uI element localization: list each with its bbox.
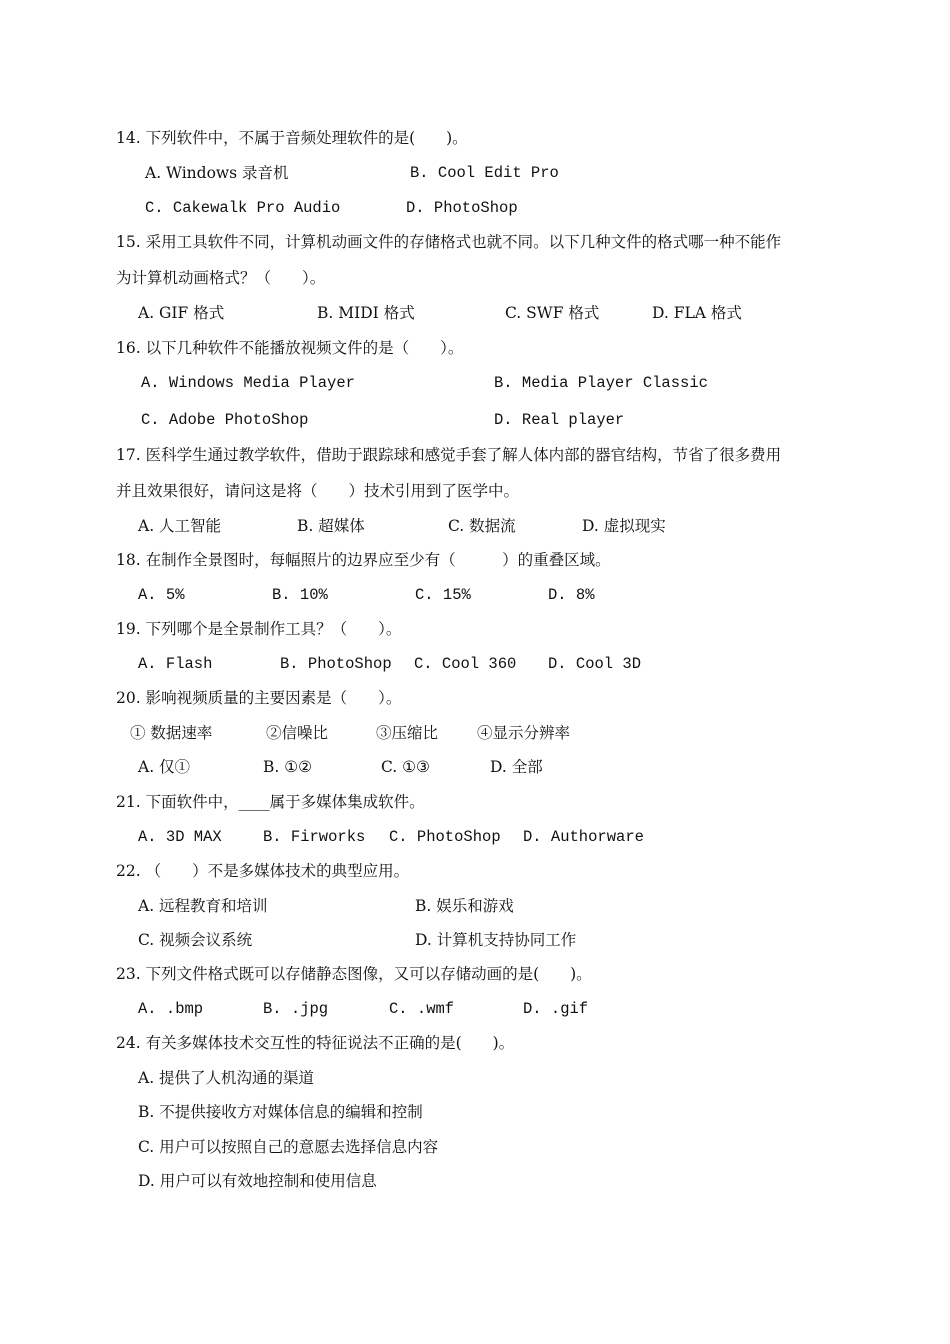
q22-stem: 22. （ ）不是多媒体技术的典型应用。 [116, 862, 410, 880]
q15-stem-line1: 15. 采用工具软件不同，计算机动画文件的存储格式也就不同。以下几种文件的格式哪一种不能作 [116, 233, 782, 251]
q17-stem-line2: 并且效果很好，请问这是将（ ）技术引用到了医学中。 [116, 482, 520, 500]
q14-option-d: D. PhotoShop [406, 199, 518, 217]
q21-option-b: B. Firworks [263, 828, 366, 846]
q21-option-c: C. PhotoShop [389, 828, 501, 846]
q18-option-c: C. 15% [415, 586, 471, 604]
q15-option-a: A. GIF 格式 [138, 304, 225, 322]
q20-option-c: C. ①③ [381, 758, 430, 776]
q18-stem: 18. 在制作全景图时，每幅照片的边界应至少有（ ）的重叠区域。 [116, 551, 611, 569]
q24-option-c: C. 用户可以按照自己的意愿去选择信息内容 [138, 1138, 439, 1156]
q19-option-d: D. Cool 3D [548, 655, 642, 673]
q15-stem-line2: 为计算机动画格式？（ ）。 [116, 269, 326, 287]
q24-option-d: D. 用户可以有效地控制和使用信息 [138, 1172, 377, 1190]
q16-option-b: B. Media Player Classic [494, 374, 708, 392]
q18-option-a: A. 5% [138, 586, 185, 604]
q18-option-d: D. 8% [548, 586, 595, 604]
q14-option-c: C. Cakewalk Pro Audio [145, 199, 341, 217]
q15-option-b: B. MIDI 格式 [317, 304, 415, 322]
q19-option-c: C. Cool 360 [414, 655, 517, 673]
q24-stem: 24. 有关多媒体技术交互性的特征说法不正确的是( )。 [116, 1034, 515, 1052]
q23-stem: 23. 下列文件格式既可以存储静态图像，又可以存储动画的是( )。 [116, 965, 592, 983]
q20-factor-3: ③压缩比 [376, 724, 439, 742]
q20-option-b: B. ①② [263, 758, 313, 776]
q15-option-c: C. SWF 格式 [505, 304, 600, 322]
q20-stem: 20. 影响视频质量的主要因素是（ ）。 [116, 689, 402, 707]
q21-stem: 21. 下面软件中，____属于多媒体集成软件。 [116, 793, 425, 811]
q20-factor-1: ① 数据速率 [130, 724, 213, 742]
q23-option-b: B. .jpg [263, 1000, 329, 1018]
q23-option-a: A. .bmp [138, 1000, 204, 1018]
q21-option-d: D. Authorware [523, 828, 644, 846]
q18-option-b: B. 10% [272, 586, 328, 604]
q19-option-b: B. PhotoShop [280, 655, 392, 673]
q21-option-a: A. 3D MAX [138, 828, 222, 846]
q20-factor-4: ④显示分辨率 [477, 724, 571, 742]
q20-option-d: D. 全部 [490, 758, 543, 776]
q22-option-a: A. 远程教育和培训 [138, 897, 268, 915]
q15-option-d: D. FLA 格式 [652, 304, 742, 322]
q22-option-b: B. 娱乐和游戏 [415, 897, 514, 915]
q16-stem: 16. 以下几种软件不能播放视频文件的是（ ）。 [116, 339, 464, 357]
q14-option-b: B. Cool Edit Pro [410, 164, 559, 182]
q24-option-b: B. 不提供接收方对媒体信息的编辑和控制 [138, 1103, 423, 1121]
q19-option-a: A. Flash [138, 655, 213, 673]
q24-option-a: A. 提供了人机沟通的渠道 [138, 1069, 315, 1087]
q19-stem: 19. 下列哪个是全景制作工具？（ ）。 [116, 620, 402, 638]
q20-factor-2: ②信噪比 [266, 724, 329, 742]
q23-option-c: C. .wmf [389, 1000, 455, 1018]
q16-option-d: D. Real player [494, 411, 625, 429]
q17-option-a: A. 人工智能 [138, 517, 222, 535]
q17-option-c: C. 数据流 [448, 517, 516, 535]
q17-option-b: B. 超媒体 [297, 517, 365, 535]
q23-option-d: D. .gif [523, 1000, 589, 1018]
q14-option-a: A. Windows 录音机 [145, 164, 289, 182]
q17-stem-line1: 17. 医科学生通过教学软件，借助于跟踪球和感觉手套了解人体内部的器官结构，节省了很多费用 [116, 446, 782, 464]
q17-option-d: D. 虚拟现实 [582, 517, 666, 535]
q20-option-a: A. 仅① [138, 758, 191, 776]
q22-option-d: D. 计算机支持协同工作 [415, 931, 577, 949]
q22-option-c: C. 视频会议系统 [138, 931, 253, 949]
q16-option-a: A. Windows Media Player [141, 374, 355, 392]
q16-option-c: C. Adobe PhotoShop [141, 411, 309, 429]
q14-stem: 14. 下列软件中，不属于音频处理软件的是( )。 [116, 129, 468, 147]
